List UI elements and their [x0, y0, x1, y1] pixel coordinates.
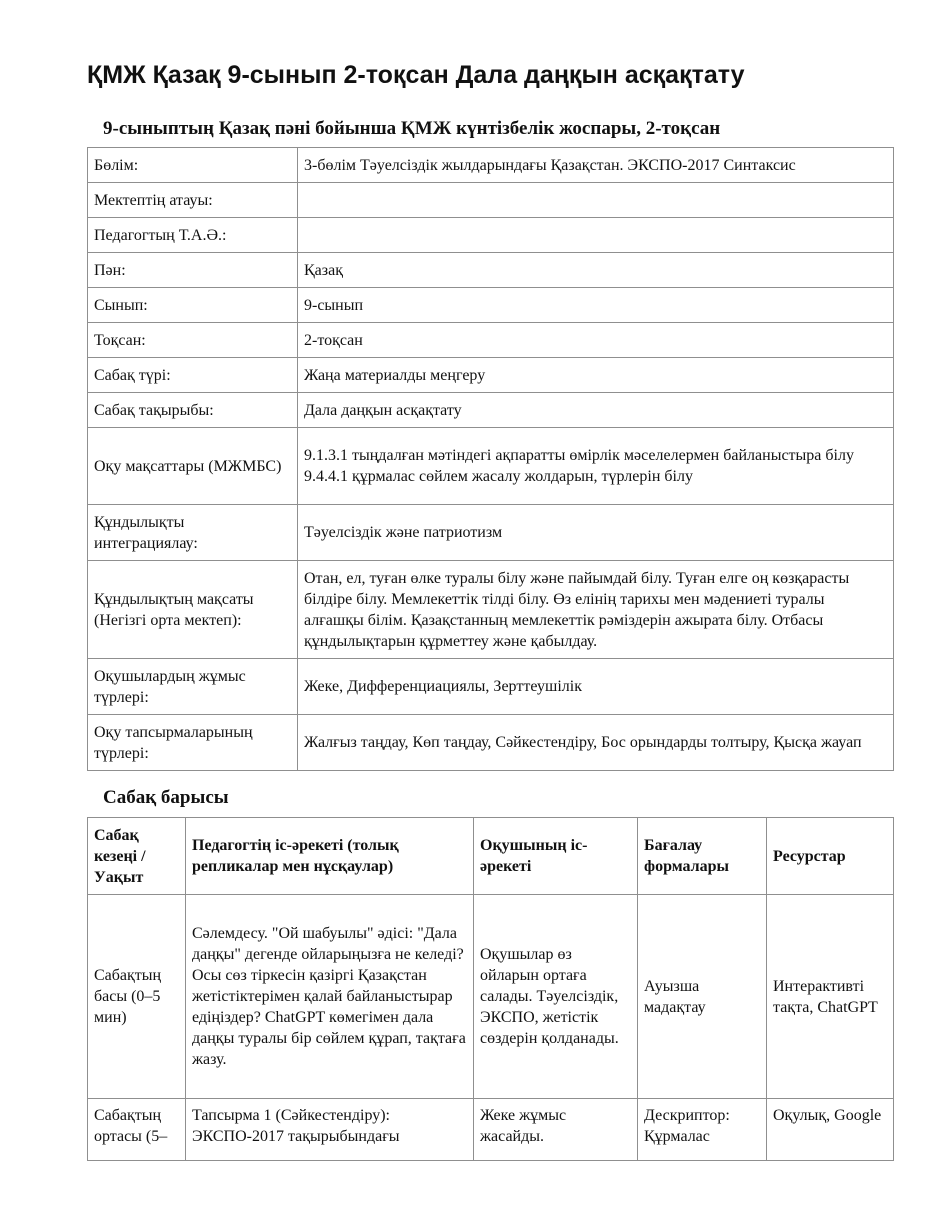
- table-row: [88, 218, 894, 253]
- table-row: [88, 428, 894, 505]
- info-label-subject: Пән:: [88, 253, 298, 288]
- info-value-value-goal: Отан, ел, туған өлке туралы білу және пайымдай білу. Туған елге оң көзқарасты білдіре білу. Мемлекеттік тілді білу. Өз елінің тарихы мен мәдениеті туралы алғашқы білім. Қазақстанның мемлекеттік рәміздерін ажырата білу. Отбасы құндылықтарын құрметтеу және қабылдау.: [298, 561, 894, 659]
- info-value-school: [298, 183, 894, 218]
- header-assessment: Бағалау формалары: [638, 818, 767, 895]
- table-row: [88, 323, 894, 358]
- info-label-lesson-type: Сабақ түрі:: [88, 358, 298, 393]
- info-value-objectives: 9.1.3.1 тыңдалған мәтіндегі ақпаратты өмірлік мәселелермен байланыстыра білу 9.4.4.1 құрмалас сөйлем жасалу жолдарын, түрлерін білу: [298, 428, 894, 505]
- info-value-grade: 9-сынып: [298, 288, 894, 323]
- cell-assessment: Дескриптор: Құрмалас: [638, 1099, 767, 1161]
- cell-teacher-activity: Сәлемдесу. "Ой шабуылы" әдісі: "Дала даңқы" дегенде ойларыңызға не келеді? Осы сөз тіркесін қазіргі Қазақстан жетістіктерімен қалай байланыстырар едіңіздер? ChatGPT көмегімен дала даңқы туралы бір сөйлем құрап, тақтаға жазу.: [186, 895, 474, 1099]
- table-row: [88, 715, 894, 771]
- header-resources: Ресурстар: [767, 818, 894, 895]
- info-label-task-types: Оқу тапсырмаларының түрлері:: [88, 715, 298, 771]
- info-label-work-types: Оқушылардың жұмыс түрлері:: [88, 659, 298, 715]
- lesson-info-table: [87, 147, 894, 771]
- info-label-value-goal: Құндылықтың мақсаты (Негізгі орта мектеп):: [88, 561, 298, 659]
- info-value-teacher: [298, 218, 894, 253]
- cell-stage-time: Сабақтың ортасы (5–: [88, 1099, 186, 1161]
- table-row: [88, 393, 894, 428]
- info-label-teacher: Педагогтың Т.А.Ә.:: [88, 218, 298, 253]
- cell-resources: Интерактивті тақта, ChatGPT: [767, 895, 894, 1099]
- table-row: [88, 183, 894, 218]
- cell-stage-time: Сабақтың басы (0–5 мин): [88, 895, 186, 1099]
- cell-resources: Оқулық, Google: [767, 1099, 894, 1161]
- info-value-work-types: Жеке, Дифференциациялы, Зерттеушілік: [298, 659, 894, 715]
- plan-heading: 9-сыныптың Қазақ пәні бойынша ҚМЖ күнтізбелік жоспары, 2-тоқсан: [103, 118, 721, 139]
- info-label-value-integration: Құндылықты интеграциялау:: [88, 505, 298, 561]
- cell-student-activity: Оқушылар өз ойларын ортаға салады. Тәуелсіздік, ЭКСПО, жетістік сөздерін қолданады.: [474, 895, 638, 1099]
- table-row: [88, 148, 894, 183]
- table-row: [88, 895, 894, 1099]
- info-value-lesson-topic: Дала даңқын асқақтату: [298, 393, 894, 428]
- table-row: [88, 253, 894, 288]
- info-label-quarter: Тоқсан:: [88, 323, 298, 358]
- info-label-grade: Сынып:: [88, 288, 298, 323]
- info-value-section: 3-бөлім Тәуелсіздік жылдарындағы Қазақстан. ЭКСПО-2017 Синтаксис: [298, 148, 894, 183]
- lesson-progress-table: [87, 817, 894, 1161]
- table-row: [88, 561, 894, 659]
- table-row: [88, 505, 894, 561]
- info-value-subject: Қазақ: [298, 253, 894, 288]
- page-title: ҚМЖ Қазақ 9-сынып 2-тоқсан Дала даңқын асқақтату: [87, 61, 745, 89]
- table-row: [88, 659, 894, 715]
- info-label-school: Мектептің атауы:: [88, 183, 298, 218]
- info-value-task-types: Жалғыз таңдау, Көп таңдау, Сәйкестендіру, Бос орындарды толтыру, Қысқа жауап: [298, 715, 894, 771]
- cell-teacher-activity: Тапсырма 1 (Сәйкестендіру): ЭКСПО-2017 тақырыбындағы: [186, 1099, 474, 1161]
- info-label-objectives: Оқу мақсаттары (МЖМБС): [88, 428, 298, 505]
- header-stage-time: Сабақ кезеңі / Уақыт: [88, 818, 186, 895]
- info-label-lesson-topic: Сабақ тақырыбы:: [88, 393, 298, 428]
- cell-assessment: Ауызша мадақтау: [638, 895, 767, 1099]
- header-teacher-activity: Педагогтің іс-әрекеті (толық репликалар мен нұсқаулар): [186, 818, 474, 895]
- info-value-value-integration: Тәуелсіздік және патриотизм: [298, 505, 894, 561]
- table-header-row: [88, 818, 894, 895]
- cell-student-activity: Жеке жұмыс жасайды.: [474, 1099, 638, 1161]
- info-label-section: Бөлім:: [88, 148, 298, 183]
- table-row: [88, 358, 894, 393]
- table-row: [88, 288, 894, 323]
- table-row: [88, 1099, 894, 1161]
- info-value-quarter: 2-тоқсан: [298, 323, 894, 358]
- lesson-progress-heading: Сабақ барысы: [103, 787, 229, 808]
- header-student-activity: Оқушының іс-әрекеті: [474, 818, 638, 895]
- info-value-lesson-type: Жаңа материалды меңгеру: [298, 358, 894, 393]
